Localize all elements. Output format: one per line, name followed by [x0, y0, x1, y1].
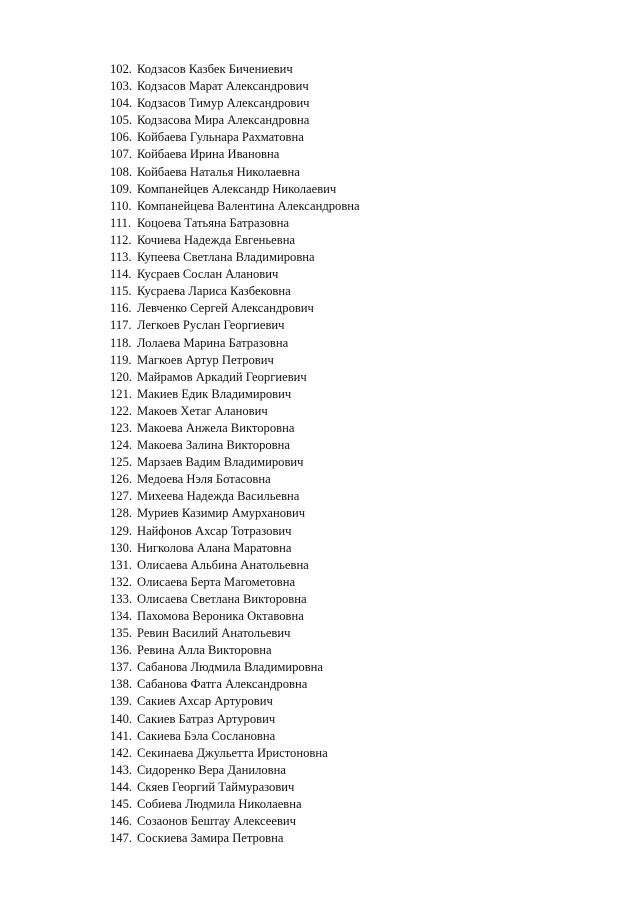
entry-name: Койбаева Наталья Николаевна: [137, 164, 300, 179]
list-item: [110, 574, 360, 591]
entry-number: 132.: [110, 574, 133, 589]
list-item: [110, 454, 360, 471]
entry-number: 144.: [110, 779, 133, 794]
entry-name: Олисаева Берта Магометовна: [137, 574, 296, 589]
entry-number: 106.: [110, 130, 133, 145]
entry-number: 143.: [110, 762, 133, 777]
entry-number: 147.: [110, 831, 133, 846]
list-item: [110, 659, 360, 676]
entry-name: Майрамов Аркадий Георгиевич: [137, 369, 307, 384]
list-item: [110, 283, 360, 300]
list-item: [110, 505, 360, 522]
entry-name: Левченко Сергей Александрович: [137, 301, 314, 316]
list-item: [110, 523, 360, 540]
entry-name: Сабанова Людмила Владимировна: [137, 660, 323, 675]
list-item: [110, 232, 360, 249]
entry-number: 121.: [110, 386, 133, 401]
list-item: [110, 591, 360, 608]
list-item: [110, 779, 360, 796]
entry-number: 141.: [110, 728, 133, 743]
entry-number: 105.: [110, 113, 133, 128]
list-item: [110, 146, 360, 163]
list-item: [110, 95, 360, 112]
entry-number: 112.: [110, 232, 132, 247]
entry-name: Сакиев Батраз Артурович: [137, 711, 276, 726]
entry-name: Кусраев Сослан Аланович: [137, 267, 279, 282]
entry-name: Ревина Алла Викторовна: [137, 643, 272, 658]
list-item: [110, 78, 360, 95]
list-item: [110, 317, 360, 334]
entry-number: 103.: [110, 79, 133, 94]
entry-number: 125.: [110, 455, 133, 470]
list-item: [110, 711, 360, 728]
entry-name: Коцоева Татьяна Батразовна: [137, 215, 290, 230]
list-item: [110, 557, 360, 574]
entry-number: 107.: [110, 147, 133, 162]
entry-name: Лолаева Марина Батразовна: [137, 335, 289, 350]
list-item: [110, 813, 360, 830]
entry-number: 122.: [110, 403, 133, 418]
list-item: [110, 471, 360, 488]
entry-number: 136.: [110, 643, 133, 658]
list-item: [110, 112, 360, 129]
entry-number: 116.: [110, 301, 132, 316]
entry-name: Муриев Казимир Амурханович: [137, 506, 306, 521]
entry-number: 119.: [110, 352, 132, 367]
entry-number: 126.: [110, 472, 133, 487]
entry-name: Макоев Хетаг Аланович: [137, 403, 268, 418]
list-item: [110, 608, 360, 625]
entry-number: 129.: [110, 523, 133, 538]
list-item: [110, 61, 360, 78]
entry-number: 120.: [110, 369, 133, 384]
entry-number: 127.: [110, 489, 133, 504]
entry-name: Скяев Георгий Таймуразович: [137, 779, 295, 794]
list-item: [110, 488, 360, 505]
entry-name: Макиев Едик Владимирович: [137, 386, 292, 401]
entry-number: 138.: [110, 677, 133, 692]
entry-name: Секинаева Джульетта Иристоновна: [137, 745, 328, 760]
list-item: [110, 164, 360, 181]
list-item: [110, 181, 360, 198]
entry-name: Пахомова Вероника Октавовна: [137, 609, 304, 623]
entry-number: 108.: [110, 164, 133, 179]
entry-name: Сакиев Ахсар Артурович: [137, 694, 273, 709]
entry-name: Кусраева Лариса Казбековна: [137, 284, 291, 299]
entry-name: Кодзасов Казбек Бичениевич: [137, 62, 293, 76]
list-item: [110, 676, 360, 693]
list-item: [110, 830, 360, 847]
entry-number: 111.: [110, 215, 132, 230]
entry-number: 114.: [110, 267, 132, 282]
list-item: [110, 437, 360, 454]
list-item: [110, 693, 360, 710]
entry-name: Медоева Нэля Ботасовна: [137, 472, 271, 487]
list-item: [110, 540, 360, 557]
entry-number: 124.: [110, 438, 133, 453]
entry-number: 115.: [110, 284, 132, 299]
entry-number: 135.: [110, 626, 133, 641]
entry-name: Ревин Василий Анатольевич: [137, 626, 291, 641]
entry-number: 145.: [110, 797, 133, 812]
entry-name: Соскиева Замира Петровна: [137, 831, 284, 846]
entry-name: Макоева Анжела Викторовна: [137, 420, 295, 435]
list-item: [110, 625, 360, 642]
entry-number: 104.: [110, 96, 133, 111]
entry-name: Купеева Светлана Владимировна: [137, 250, 315, 265]
list-item: [110, 420, 360, 437]
entry-number: 110.: [110, 198, 132, 213]
list-item: [110, 386, 360, 403]
entry-number: 113.: [110, 250, 132, 265]
entry-number: 139.: [110, 694, 133, 709]
entry-name: Найфонов Ахсар Тотразович: [137, 523, 292, 538]
list-item: [110, 796, 360, 813]
entry-name: Собиева Людмила Николаевна: [137, 797, 302, 812]
list-item: [110, 266, 360, 283]
entry-number: 131.: [110, 557, 133, 572]
entry-number: 133.: [110, 591, 133, 606]
list-item: [110, 335, 360, 352]
entry-number: 109.: [110, 181, 133, 196]
list-item: [110, 728, 360, 745]
list-item: [110, 249, 360, 266]
list-item: [110, 352, 360, 369]
entry-name: Кодзасова Мира Александровна: [137, 113, 310, 128]
list-item: [110, 762, 360, 779]
entry-number: 146.: [110, 814, 133, 829]
entry-name: Нигколова Алана Маратовна: [137, 540, 292, 555]
entry-name: Койбаева Ирина Ивановна: [137, 147, 280, 162]
entry-number: 118.: [110, 335, 132, 350]
list-item: [110, 369, 360, 386]
entry-name: Сидоренко Вера Даниловна: [137, 762, 286, 777]
entry-name: Сакиева Бэла Сослановна: [137, 728, 276, 743]
entry-number: 117.: [110, 318, 132, 333]
entry-name: Марзаев Вадим Владимирович: [137, 455, 304, 470]
list-item: [110, 642, 360, 659]
entry-name: Компанейцева Валентина Александровна: [137, 198, 360, 213]
entry-name: Олисаева Альбина Анатольевна: [137, 557, 309, 572]
list-item: [110, 745, 360, 762]
entry-number: 130.: [110, 540, 133, 555]
entry-name: Кодзасов Марат Александрович: [137, 79, 309, 94]
entry-name: Макоева Залина Викторовна: [137, 438, 290, 453]
entry-name: Компанейцев Александр Николаевич: [137, 181, 337, 196]
entry-name: Легкоев Руслан Георгиевич: [137, 318, 285, 333]
entry-number: 140.: [110, 711, 133, 726]
entry-number: 123.: [110, 420, 133, 435]
entry-number: 142.: [110, 745, 133, 760]
entry-name: Койбаева Гульнара Рахматовна: [137, 130, 304, 145]
list-item: [110, 215, 360, 232]
entry-number: 102.: [110, 62, 133, 76]
list-item: [110, 198, 360, 215]
entry-name: Магкоев Артур Петрович: [137, 352, 274, 367]
list-item: [110, 129, 360, 146]
list-item: [110, 300, 360, 317]
entry-name: Кочиева Надежда Евгеньевна: [137, 232, 296, 247]
entry-name: Кодзасов Тимур Александрович: [137, 96, 310, 111]
entry-number: 128.: [110, 506, 133, 521]
list-item: [110, 403, 360, 420]
name-list: [110, 61, 360, 847]
entry-number: 137.: [110, 660, 133, 675]
entry-number: 134.: [110, 609, 133, 623]
entry-name: Созаонов Бештау Алексеевич: [137, 814, 296, 829]
entry-name: Михеева Надежда Васильевна: [137, 489, 300, 504]
entry-name: Сабанова Фатга Александровна: [137, 677, 308, 692]
entry-name: Олисаева Светлана Викторовна: [137, 591, 307, 606]
